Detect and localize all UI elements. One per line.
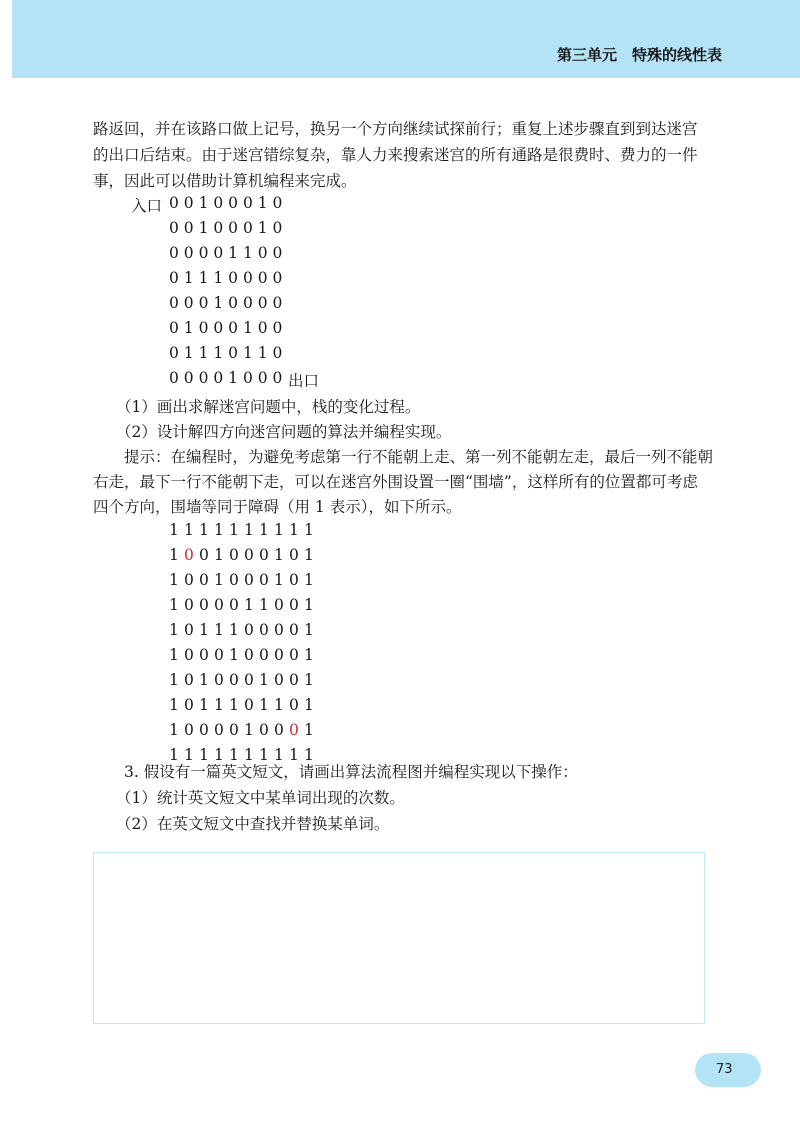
walled-maze-cell: 1 [304, 746, 314, 764]
maze-entry-label: 入口 [131, 197, 163, 215]
walled-maze-cell: 0 [184, 571, 194, 589]
intro-line-2: 的出口后结束。由于迷宫错综复杂，靠人力来搜索迷宫的所有通路是很费时、费力的一件 [93, 146, 698, 164]
walled-maze-cell: 1 [304, 546, 314, 564]
walled-maze-row [169, 693, 319, 718]
maze-exit-label: 出口 [288, 372, 320, 390]
walled-maze-cell: 1 [259, 746, 269, 764]
walled-maze-cell: 1 [214, 521, 224, 539]
walled-maze-row [169, 543, 319, 568]
walled-maze-cell: 1 [259, 671, 269, 689]
walled-maze-cell: 1 [214, 546, 224, 564]
walled-maze-cell: 0 [274, 721, 284, 739]
walled-maze-cell: 0 [184, 646, 194, 664]
hint-line-3: 四个方向，围墙等同于障碍（用 1 表示），如下所示。 [93, 498, 462, 516]
walled-maze-cell: 1 [169, 646, 179, 664]
walled-maze-cell: 1 [229, 746, 239, 764]
maze-row: 0 0 0 1 0 0 0 0 [169, 294, 283, 312]
walled-maze-cell: 1 [274, 521, 284, 539]
walled-maze-cell: 0 [289, 571, 299, 589]
walled-maze-cell: 0 [289, 646, 299, 664]
walled-maze-grid [169, 518, 319, 768]
walled-maze-cell: 0 [184, 546, 194, 564]
walled-maze-cell: 1 [304, 696, 314, 714]
walled-maze-cell: 1 [289, 521, 299, 539]
walled-maze-cell: 0 [289, 721, 299, 739]
walled-maze-cell: 0 [229, 596, 239, 614]
walled-maze-cell: 1 [304, 671, 314, 689]
walled-maze-cell: 0 [259, 646, 269, 664]
walled-maze-cell: 1 [184, 521, 194, 539]
walled-maze-row [169, 643, 319, 668]
walled-maze-cell: 0 [244, 646, 254, 664]
walled-maze-cell: 0 [259, 571, 269, 589]
walled-maze-row [169, 718, 319, 743]
walled-maze-cell: 0 [289, 696, 299, 714]
walled-maze-cell: 0 [214, 671, 224, 689]
walled-maze-cell: 1 [244, 721, 254, 739]
walled-maze-cell: 0 [289, 546, 299, 564]
walled-maze-cell: 1 [304, 596, 314, 614]
walled-maze-cell: 0 [199, 546, 209, 564]
walled-maze-cell: 1 [304, 646, 314, 664]
walled-maze-cell: 0 [244, 671, 254, 689]
walled-maze-cell: 0 [244, 546, 254, 564]
walled-maze-cell: 1 [214, 571, 224, 589]
walled-maze-cell: 1 [169, 596, 179, 614]
walled-maze-cell: 1 [244, 596, 254, 614]
maze-row: 0 1 1 1 0 1 1 0 [169, 344, 283, 362]
chapter-title: 第三单元 特殊的线性表 [556, 46, 722, 64]
walled-maze-cell: 0 [259, 546, 269, 564]
walled-maze-cell: 1 [169, 521, 179, 539]
walled-maze-cell: 1 [169, 721, 179, 739]
walled-maze-row [169, 593, 319, 618]
maze-row: 0 0 0 0 1 1 0 0 [169, 244, 283, 262]
walled-maze-cell: 0 [274, 646, 284, 664]
hint-line-2: 右走，最下一行不能朝下走，可以在迷宫外围设置一圈“围墙”，这样所有的位置都可考虑 [93, 473, 698, 491]
walled-maze-cell: 1 [184, 746, 194, 764]
intro-line-3: 事，因此可以借助计算机编程来完成。 [93, 172, 357, 190]
walled-maze-cell: 1 [259, 696, 269, 714]
hint-line-1: 提示：在编程时，为避免考虑第一行不能朝上走、第一列不能朝左走，最后一列不能朝 [124, 448, 714, 466]
walled-maze-cell: 1 [199, 621, 209, 639]
walled-maze-cell: 0 [214, 721, 224, 739]
walled-maze-cell: 0 [199, 646, 209, 664]
walled-maze-cell: 0 [289, 596, 299, 614]
walled-maze-cell: 1 [169, 546, 179, 564]
walled-maze-cell: 0 [184, 671, 194, 689]
walled-maze-cell: 1 [259, 596, 269, 614]
walled-maze-cell: 0 [199, 571, 209, 589]
intro-line-1: 路返回，并在该路口做上记号，换另一个方向继续试探前行；重复上述步骤直到到达迷宫 [93, 120, 698, 138]
walled-maze-cell: 1 [169, 696, 179, 714]
walled-maze-cell: 0 [274, 671, 284, 689]
walled-maze-cell: 0 [229, 571, 239, 589]
walled-maze-cell: 0 [259, 621, 269, 639]
walled-maze-cell: 0 [214, 646, 224, 664]
walled-maze-cell: 1 [169, 571, 179, 589]
walled-maze-cell: 1 [274, 696, 284, 714]
maze-row: 0 1 1 1 0 0 0 0 [169, 269, 283, 287]
walled-maze-cell: 0 [199, 596, 209, 614]
answer-box[interactable] [93, 852, 705, 1024]
walled-maze-row [169, 668, 319, 693]
walled-maze-cell: 1 [214, 621, 224, 639]
walled-maze-cell: 1 [304, 721, 314, 739]
exercise-3-item-2: （2）在英文短文中查找并替换某单词。 [116, 815, 390, 833]
walled-maze-cell: 1 [199, 696, 209, 714]
walled-maze-cell: 1 [199, 746, 209, 764]
maze-row: 0 0 1 0 0 0 1 0 [169, 219, 283, 237]
walled-maze-row [169, 568, 319, 593]
walled-maze-cell: 0 [214, 596, 224, 614]
walled-maze-cell: 1 [214, 696, 224, 714]
walled-maze-row [169, 518, 319, 543]
walled-maze-cell: 0 [184, 721, 194, 739]
walled-maze-cell: 0 [244, 696, 254, 714]
walled-maze-cell: 0 [184, 696, 194, 714]
walled-maze-cell: 0 [259, 721, 269, 739]
walled-maze-cell: 1 [289, 746, 299, 764]
walled-maze-cell: 1 [304, 521, 314, 539]
walled-maze-cell: 0 [229, 721, 239, 739]
walled-maze-cell: 0 [229, 546, 239, 564]
walled-maze-cell: 1 [304, 571, 314, 589]
exercise-3-item-1: （1）统计英文短文中某单词出现的次数。 [116, 789, 405, 807]
walled-maze-cell: 1 [199, 521, 209, 539]
walled-maze-cell: 1 [274, 746, 284, 764]
walled-maze-cell: 0 [184, 596, 194, 614]
question-1: （1）画出求解迷宫问题中，栈的变化过程。 [116, 398, 421, 416]
walled-maze-cell: 0 [289, 621, 299, 639]
walled-maze-cell: 1 [244, 521, 254, 539]
walled-maze-cell: 1 [274, 546, 284, 564]
maze-row: 0 0 0 0 1 0 0 0 [169, 369, 283, 387]
maze-row: 0 0 1 0 0 0 1 0 [169, 194, 283, 212]
walled-maze-cell: 1 [229, 621, 239, 639]
question-2: （2）设计解四方向迷宫问题的算法并编程实现。 [116, 423, 452, 441]
walled-maze-cell: 0 [289, 671, 299, 689]
walled-maze-row [169, 618, 319, 643]
walled-maze-cell: 1 [229, 696, 239, 714]
walled-maze-cell: 1 [229, 646, 239, 664]
walled-maze-cell: 0 [274, 621, 284, 639]
walled-maze-cell: 0 [244, 571, 254, 589]
walled-maze-cell: 0 [184, 621, 194, 639]
walled-maze-cell: 0 [229, 671, 239, 689]
walled-maze-cell: 1 [244, 746, 254, 764]
walled-maze-cell: 1 [229, 521, 239, 539]
page-number: 73 [716, 1062, 733, 1077]
walled-maze-cell: 1 [304, 621, 314, 639]
header-band [12, 0, 800, 78]
walled-maze-cell: 0 [274, 596, 284, 614]
walled-maze-cell: 1 [259, 521, 269, 539]
walled-maze-cell: 1 [169, 746, 179, 764]
exercise-3-title: 3. 假设有一篇英文短文，请画出算法流程图并编程实现以下操作： [124, 763, 578, 781]
maze-row: 0 1 0 0 0 1 0 0 [169, 319, 283, 337]
walled-maze-cell: 1 [169, 671, 179, 689]
walled-maze-cell: 0 [244, 621, 254, 639]
walled-maze-cell: 1 [214, 746, 224, 764]
walled-maze-cell: 1 [199, 671, 209, 689]
walled-maze-cell: 1 [274, 571, 284, 589]
walled-maze-cell: 1 [169, 621, 179, 639]
walled-maze-cell: 0 [199, 721, 209, 739]
